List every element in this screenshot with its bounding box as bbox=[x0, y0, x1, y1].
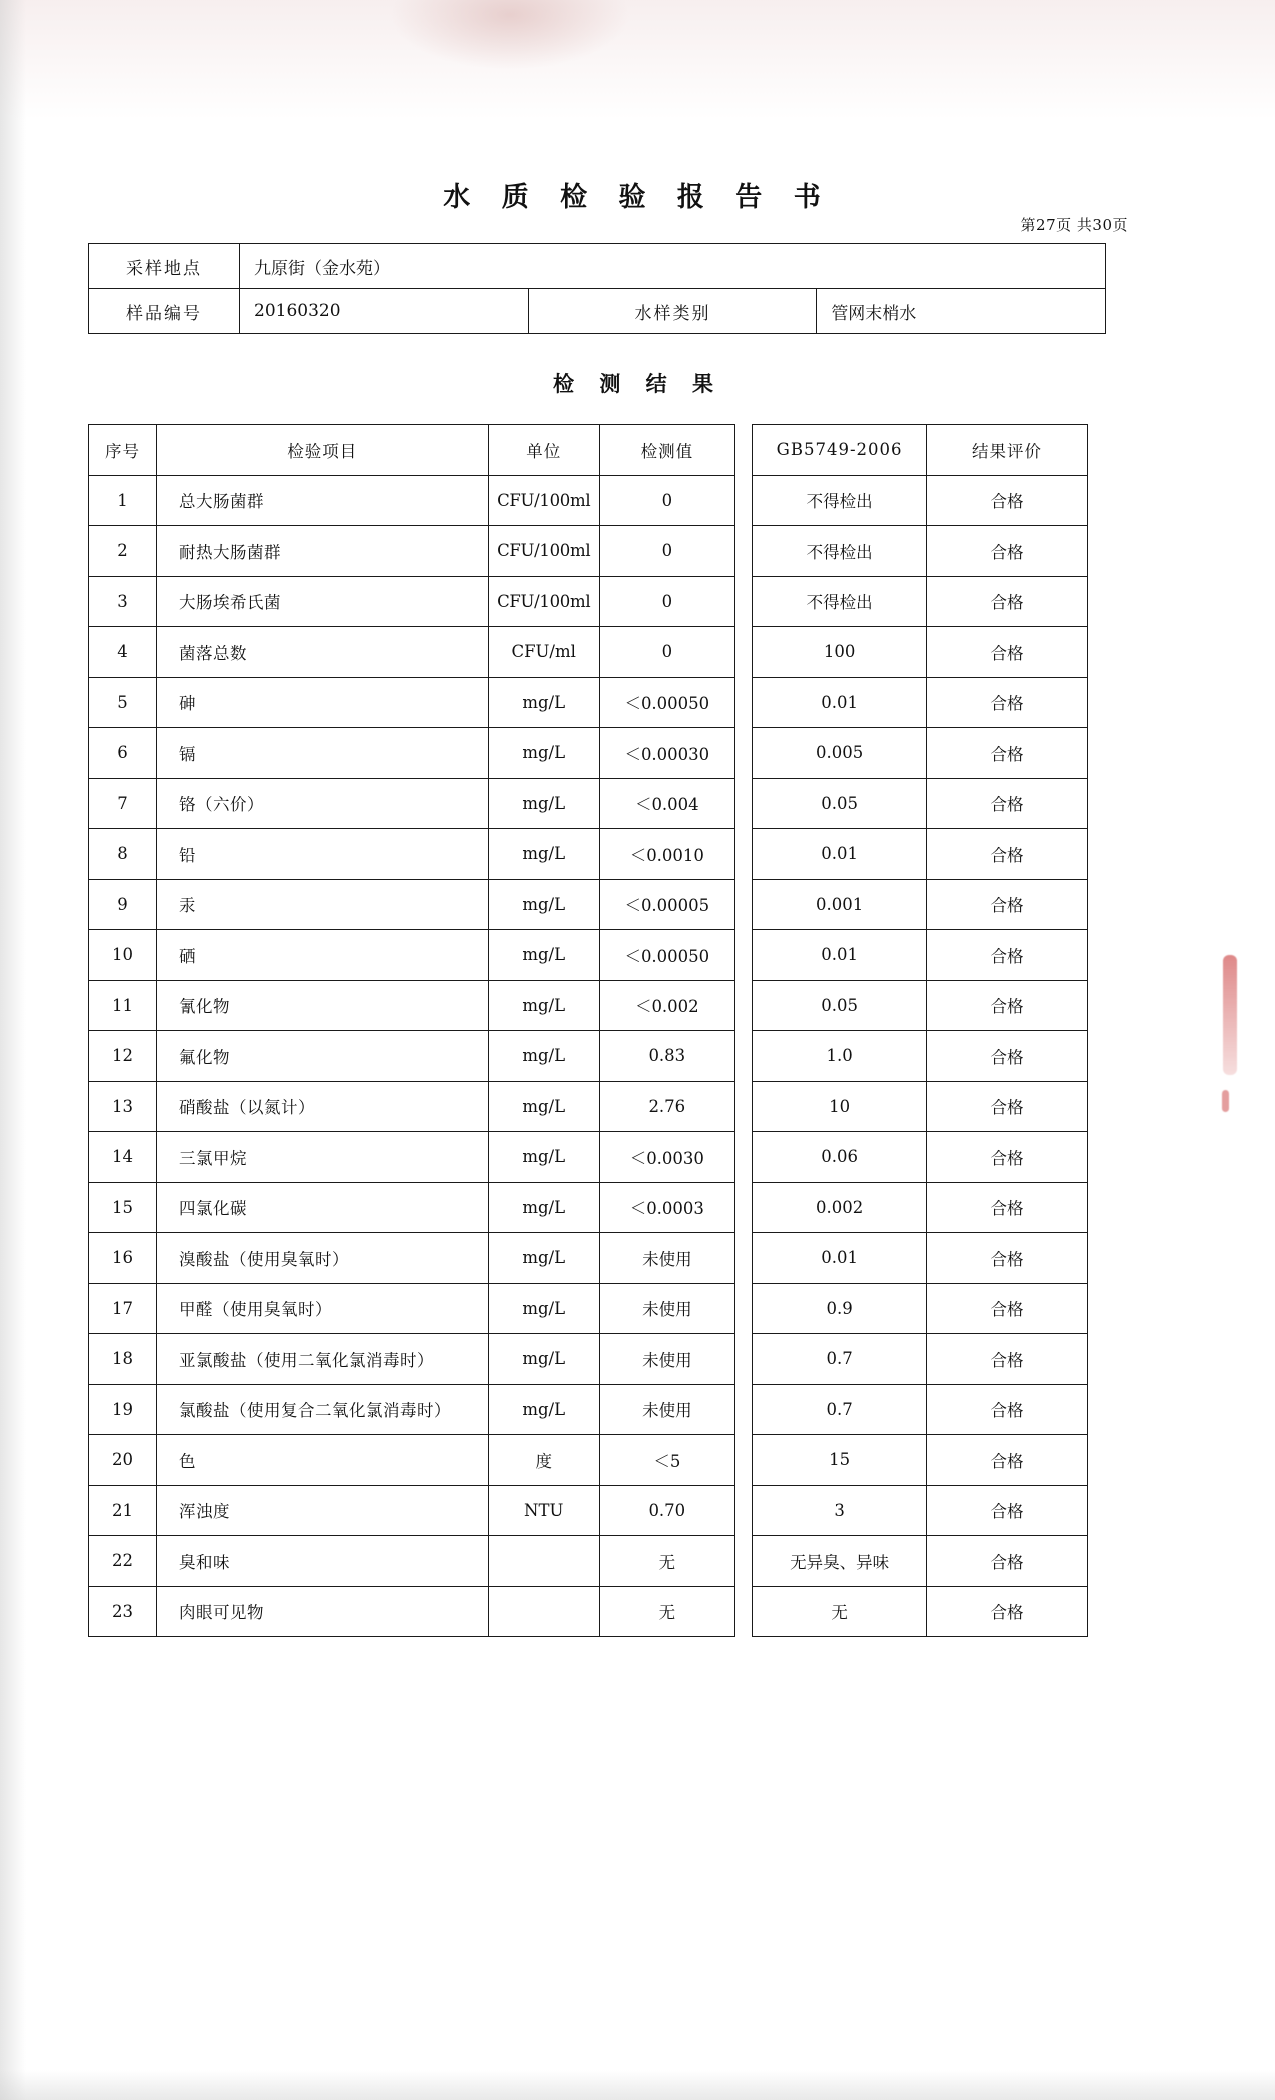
cell-unit: mg/L bbox=[488, 677, 599, 728]
column-gap bbox=[734, 778, 752, 829]
column-gap bbox=[734, 475, 752, 526]
cell-unit: 度 bbox=[488, 1435, 599, 1486]
cell-standard: 无 bbox=[753, 1586, 927, 1637]
cell-no: 3 bbox=[89, 576, 157, 627]
column-gap bbox=[734, 526, 752, 577]
col-header-eval: 结果评价 bbox=[927, 425, 1088, 476]
cell-unit: mg/L bbox=[488, 728, 599, 779]
cell-item: 肉眼可见物 bbox=[157, 1586, 489, 1637]
test-results-table bbox=[88, 424, 1088, 1637]
cell-value: ＜0.0010 bbox=[599, 829, 734, 880]
cell-value: 无 bbox=[599, 1586, 734, 1637]
cell-value: ＜0.00050 bbox=[599, 930, 734, 981]
cell-eval: 合格 bbox=[927, 1132, 1088, 1183]
cell-eval: 合格 bbox=[927, 1384, 1088, 1435]
column-gap bbox=[734, 1334, 752, 1385]
cell-standard: 0.9 bbox=[753, 1283, 927, 1334]
cell-standard: 3 bbox=[753, 1485, 927, 1536]
cell-standard: 0.05 bbox=[753, 980, 927, 1031]
col-header-unit: 单位 bbox=[488, 425, 599, 476]
cell-unit: mg/L bbox=[488, 980, 599, 1031]
cell-item: 亚氯酸盐（使用二氧化氯消毒时） bbox=[157, 1334, 489, 1385]
cell-value: 0 bbox=[599, 576, 734, 627]
column-gap bbox=[734, 1384, 752, 1435]
cell-item: 硒 bbox=[157, 930, 489, 981]
table-row bbox=[89, 1031, 1088, 1082]
cell-unit bbox=[488, 1536, 599, 1587]
cell-item: 甲醛（使用臭氧时） bbox=[157, 1283, 489, 1334]
cell-standard: 0.7 bbox=[753, 1384, 927, 1435]
cell-value: 未使用 bbox=[599, 1384, 734, 1435]
table-row bbox=[89, 1334, 1088, 1385]
table-row bbox=[89, 244, 1106, 289]
sample-no-label: 样品编号 bbox=[89, 289, 240, 334]
column-gap bbox=[734, 879, 752, 930]
cell-eval: 合格 bbox=[927, 1435, 1088, 1486]
cell-standard: 0.001 bbox=[753, 879, 927, 930]
cell-no: 8 bbox=[89, 829, 157, 880]
test-results-body bbox=[89, 475, 1088, 1637]
cell-item: 汞 bbox=[157, 879, 489, 930]
cell-no: 11 bbox=[89, 980, 157, 1031]
table-row bbox=[89, 1132, 1088, 1183]
cell-item: 氯酸盐（使用复合二氧化氯消毒时） bbox=[157, 1384, 489, 1435]
cell-value: ＜0.00050 bbox=[599, 677, 734, 728]
cell-standard: 100 bbox=[753, 627, 927, 678]
cell-eval: 合格 bbox=[927, 1031, 1088, 1082]
page-title: 水 质 检 验 报 告 书 bbox=[443, 182, 832, 213]
cell-eval: 合格 bbox=[927, 576, 1088, 627]
cell-value: 0 bbox=[599, 627, 734, 678]
column-gap bbox=[734, 980, 752, 1031]
cell-value: 未使用 bbox=[599, 1283, 734, 1334]
red-ink-mark-small bbox=[1222, 1090, 1229, 1112]
table-header-row bbox=[89, 425, 1088, 476]
cell-value: ＜0.0003 bbox=[599, 1182, 734, 1233]
cell-item: 硝酸盐（以氮计） bbox=[157, 1081, 489, 1132]
cell-no: 1 bbox=[89, 475, 157, 526]
cell-unit: mg/L bbox=[488, 1283, 599, 1334]
cell-eval: 合格 bbox=[927, 1182, 1088, 1233]
cell-eval: 合格 bbox=[927, 1233, 1088, 1284]
column-gap bbox=[734, 1283, 752, 1334]
cell-no: 19 bbox=[89, 1384, 157, 1435]
cell-eval: 合格 bbox=[927, 526, 1088, 577]
cell-standard: 0.01 bbox=[753, 930, 927, 981]
table-row bbox=[89, 980, 1088, 1031]
column-gap bbox=[734, 627, 752, 678]
cell-unit: NTU bbox=[488, 1485, 599, 1536]
cell-eval: 合格 bbox=[927, 475, 1088, 526]
cell-value: ＜0.0030 bbox=[599, 1132, 734, 1183]
cell-no: 4 bbox=[89, 627, 157, 678]
cell-eval: 合格 bbox=[927, 1536, 1088, 1587]
cell-no: 5 bbox=[89, 677, 157, 728]
cell-item: 总大肠菌群 bbox=[157, 475, 489, 526]
cell-item: 大肠埃希氏菌 bbox=[157, 576, 489, 627]
table-row bbox=[89, 829, 1088, 880]
sample-no-value: 20160320 bbox=[240, 289, 529, 334]
cell-eval: 合格 bbox=[927, 829, 1088, 880]
cell-no: 16 bbox=[89, 1233, 157, 1284]
column-gap bbox=[734, 1435, 752, 1486]
cell-item: 铬（六价） bbox=[157, 778, 489, 829]
cell-item: 臭和味 bbox=[157, 1536, 489, 1587]
table-row bbox=[89, 677, 1088, 728]
column-gap bbox=[734, 1536, 752, 1587]
column-gap bbox=[734, 1132, 752, 1183]
table-row bbox=[89, 1384, 1088, 1435]
cell-standard: 无异臭、异味 bbox=[753, 1536, 927, 1587]
cell-item: 镉 bbox=[157, 728, 489, 779]
cell-standard: 0.05 bbox=[753, 778, 927, 829]
column-gap bbox=[734, 1182, 752, 1233]
column-gap bbox=[734, 1485, 752, 1536]
table-row bbox=[89, 1283, 1088, 1334]
cell-unit: mg/L bbox=[488, 1182, 599, 1233]
sampling-location-label: 采样地点 bbox=[89, 244, 240, 289]
cell-no: 13 bbox=[89, 1081, 157, 1132]
sampling-location-value: 九原街（金水苑） bbox=[240, 244, 1106, 289]
cell-item: 菌落总数 bbox=[157, 627, 489, 678]
table-row bbox=[89, 1081, 1088, 1132]
column-gap bbox=[734, 1586, 752, 1637]
table-row bbox=[89, 475, 1088, 526]
cell-no: 9 bbox=[89, 879, 157, 930]
cell-standard: 15 bbox=[753, 1435, 927, 1486]
cell-no: 15 bbox=[89, 1182, 157, 1233]
cell-eval: 合格 bbox=[927, 879, 1088, 930]
water-type-value: 管网末梢水 bbox=[817, 289, 1106, 334]
table-row bbox=[89, 728, 1088, 779]
table-row bbox=[89, 778, 1088, 829]
cell-no: 7 bbox=[89, 778, 157, 829]
cell-no: 17 bbox=[89, 1283, 157, 1334]
cell-standard: 0.01 bbox=[753, 677, 927, 728]
cell-item: 氰化物 bbox=[157, 980, 489, 1031]
column-gap bbox=[734, 1031, 752, 1082]
cell-standard: 不得检出 bbox=[753, 526, 927, 577]
cell-unit: CFU/100ml bbox=[488, 526, 599, 577]
table-row bbox=[89, 1233, 1088, 1284]
table-row bbox=[89, 289, 1106, 334]
column-gap bbox=[734, 1233, 752, 1284]
cell-eval: 合格 bbox=[927, 1283, 1088, 1334]
cell-eval: 合格 bbox=[927, 627, 1088, 678]
section-title: 检 测 结 果 bbox=[553, 371, 722, 396]
table-row bbox=[89, 1485, 1088, 1536]
cell-no: 22 bbox=[89, 1536, 157, 1587]
table-row bbox=[89, 1435, 1088, 1486]
table-row bbox=[89, 526, 1088, 577]
cell-unit: mg/L bbox=[488, 778, 599, 829]
cell-value: 0 bbox=[599, 526, 734, 577]
cell-eval: 合格 bbox=[927, 1485, 1088, 1536]
cell-eval: 合格 bbox=[927, 980, 1088, 1031]
table-row bbox=[89, 576, 1088, 627]
cell-item: 铅 bbox=[157, 829, 489, 880]
cell-no: 18 bbox=[89, 1334, 157, 1385]
cell-value: ＜5 bbox=[599, 1435, 734, 1486]
cell-unit bbox=[488, 1586, 599, 1637]
cell-value: ＜0.00030 bbox=[599, 728, 734, 779]
cell-standard: 0.002 bbox=[753, 1182, 927, 1233]
cell-value: 0.83 bbox=[599, 1031, 734, 1082]
cell-item: 溴酸盐（使用臭氧时） bbox=[157, 1233, 489, 1284]
cell-value: 0.70 bbox=[599, 1485, 734, 1536]
cell-unit: mg/L bbox=[488, 879, 599, 930]
cell-no: 6 bbox=[89, 728, 157, 779]
cell-value: 无 bbox=[599, 1536, 734, 1587]
cell-eval: 合格 bbox=[927, 778, 1088, 829]
cell-no: 10 bbox=[89, 930, 157, 981]
cell-unit: mg/L bbox=[488, 1233, 599, 1284]
cell-item: 砷 bbox=[157, 677, 489, 728]
cell-item: 四氯化碳 bbox=[157, 1182, 489, 1233]
page-number: 第27页 共30页 bbox=[1020, 216, 1128, 234]
cell-item: 色 bbox=[157, 1435, 489, 1486]
table-row bbox=[89, 1182, 1088, 1233]
sample-info-table bbox=[88, 243, 1106, 334]
cell-unit: mg/L bbox=[488, 829, 599, 880]
cell-unit: CFU/100ml bbox=[488, 475, 599, 526]
cell-unit: mg/L bbox=[488, 1132, 599, 1183]
cell-standard: 不得检出 bbox=[753, 475, 927, 526]
cell-value: 未使用 bbox=[599, 1334, 734, 1385]
cell-no: 14 bbox=[89, 1132, 157, 1183]
col-header-no: 序号 bbox=[89, 425, 157, 476]
red-ink-mark bbox=[1223, 955, 1237, 1075]
cell-eval: 合格 bbox=[927, 1334, 1088, 1385]
column-gap bbox=[734, 930, 752, 981]
cell-unit: mg/L bbox=[488, 1334, 599, 1385]
column-gap bbox=[734, 829, 752, 880]
cell-unit: CFU/ml bbox=[488, 627, 599, 678]
column-gap bbox=[734, 576, 752, 627]
cell-eval: 合格 bbox=[927, 1586, 1088, 1637]
column-gap bbox=[734, 677, 752, 728]
column-gap bbox=[734, 1081, 752, 1132]
cell-standard: 0.01 bbox=[753, 829, 927, 880]
table-row bbox=[89, 1536, 1088, 1587]
water-type-label: 水样类别 bbox=[528, 289, 817, 334]
cell-value: 0 bbox=[599, 475, 734, 526]
cell-eval: 合格 bbox=[927, 677, 1088, 728]
cell-value: 未使用 bbox=[599, 1233, 734, 1284]
cell-unit: mg/L bbox=[488, 930, 599, 981]
col-header-standard: GB5749-2006 bbox=[753, 425, 927, 476]
cell-eval: 合格 bbox=[927, 930, 1088, 981]
cell-item: 氟化物 bbox=[157, 1031, 489, 1082]
cell-no: 2 bbox=[89, 526, 157, 577]
cell-standard: 0.01 bbox=[753, 1233, 927, 1284]
table-row bbox=[89, 930, 1088, 981]
table-row bbox=[89, 627, 1088, 678]
cell-value: ＜0.002 bbox=[599, 980, 734, 1031]
cell-standard: 不得检出 bbox=[753, 576, 927, 627]
cell-standard: 1.0 bbox=[753, 1031, 927, 1082]
cell-unit: CFU/100ml bbox=[488, 576, 599, 627]
cell-eval: 合格 bbox=[927, 728, 1088, 779]
cell-no: 23 bbox=[89, 1586, 157, 1637]
cell-standard: 10 bbox=[753, 1081, 927, 1132]
cell-standard: 0.005 bbox=[753, 728, 927, 779]
cell-eval: 合格 bbox=[927, 1081, 1088, 1132]
cell-standard: 0.06 bbox=[753, 1132, 927, 1183]
column-gap bbox=[734, 425, 752, 476]
table-row bbox=[89, 1586, 1088, 1637]
col-header-value: 检测值 bbox=[599, 425, 734, 476]
cell-no: 12 bbox=[89, 1031, 157, 1082]
cell-unit: mg/L bbox=[488, 1081, 599, 1132]
cell-unit: mg/L bbox=[488, 1384, 599, 1435]
cell-value: 2.76 bbox=[599, 1081, 734, 1132]
col-header-item: 检验项目 bbox=[157, 425, 489, 476]
cell-no: 20 bbox=[89, 1435, 157, 1486]
cell-value: ＜0.00005 bbox=[599, 879, 734, 930]
cell-unit: mg/L bbox=[488, 1031, 599, 1082]
cell-item: 耐热大肠菌群 bbox=[157, 526, 489, 577]
column-gap bbox=[734, 728, 752, 779]
cell-standard: 0.7 bbox=[753, 1334, 927, 1385]
cell-no: 21 bbox=[89, 1485, 157, 1536]
table-row bbox=[89, 879, 1088, 930]
cell-value: ＜0.004 bbox=[599, 778, 734, 829]
cell-item: 浑浊度 bbox=[157, 1485, 489, 1536]
cell-item: 三氯甲烷 bbox=[157, 1132, 489, 1183]
